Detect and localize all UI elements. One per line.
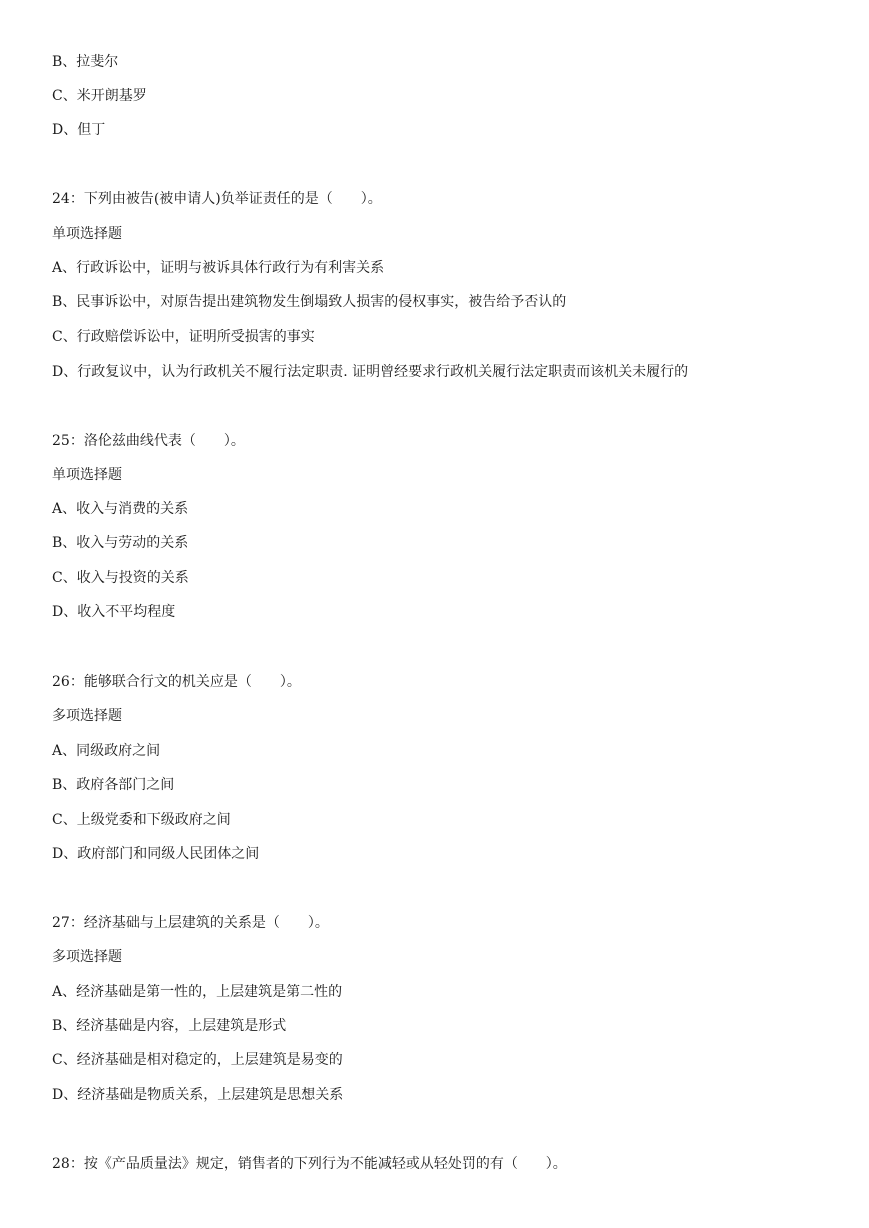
option-c: C、行政赔偿诉讼中，证明所受损害的事实 (52, 329, 315, 345)
option-c: C、经济基础是相对稳定的，上层建筑是易变的 (52, 1052, 343, 1068)
option-c: C、米开朗基罗 (52, 88, 147, 104)
question-type: 多项选择题 (52, 949, 122, 965)
question-stem: 26：能够联合行文的机关应是（ ）。 (52, 674, 301, 690)
question-type: 多项选择题 (52, 708, 122, 724)
option-b: B、经济基础是内容，上层建筑是形式 (52, 1018, 287, 1034)
question-stem: 27：经济基础与上层建筑的关系是（ ）。 (52, 915, 329, 931)
option-b: B、拉斐尔 (52, 54, 119, 70)
option-a: A、行政诉讼中，证明与被诉具体行政行为有利害关系 (52, 260, 385, 276)
option-c: C、收入与投资的关系 (52, 570, 189, 586)
option-b: B、收入与劳动的关系 (52, 535, 189, 551)
option-b: B、政府各部门之间 (52, 777, 175, 793)
option-a: A、收入与消费的关系 (52, 501, 189, 517)
question-type: 单项选择题 (52, 467, 122, 483)
question-stem: 28：按《产品质量法》规定，销售者的下列行为不能减轻或从轻处罚的有（ ）。 (52, 1156, 567, 1172)
option-c: C、上级党委和下级政府之间 (52, 812, 231, 828)
option-d: D、但丁 (52, 122, 106, 138)
option-a: A、经济基础是第一性的，上层建筑是第二性的 (52, 984, 343, 1000)
question-stem: 24：下列由被告(被申请人)负举证责任的是（ ）。 (52, 191, 382, 207)
question-type: 单项选择题 (52, 226, 122, 242)
option-a: A、同级政府之间 (52, 743, 161, 759)
option-d: D、经济基础是物质关系，上层建筑是思想关系 (52, 1087, 344, 1103)
option-d: D、收入不平均程度 (52, 604, 176, 620)
option-b: B、民事诉讼中，对原告提出建筑物发生倒塌致人损害的侵权事实，被告给予否认的 (52, 294, 567, 310)
question-stem: 25：洛伦兹曲线代表（ ）。 (52, 433, 245, 449)
option-d: D、政府部门和同级人民团体之间 (52, 846, 260, 862)
option-d: D、行政复议中，认为行政机关不履行法定职责. 证明曾经要求行政机关履行法定职责而该机关未履行的 (52, 364, 689, 380)
